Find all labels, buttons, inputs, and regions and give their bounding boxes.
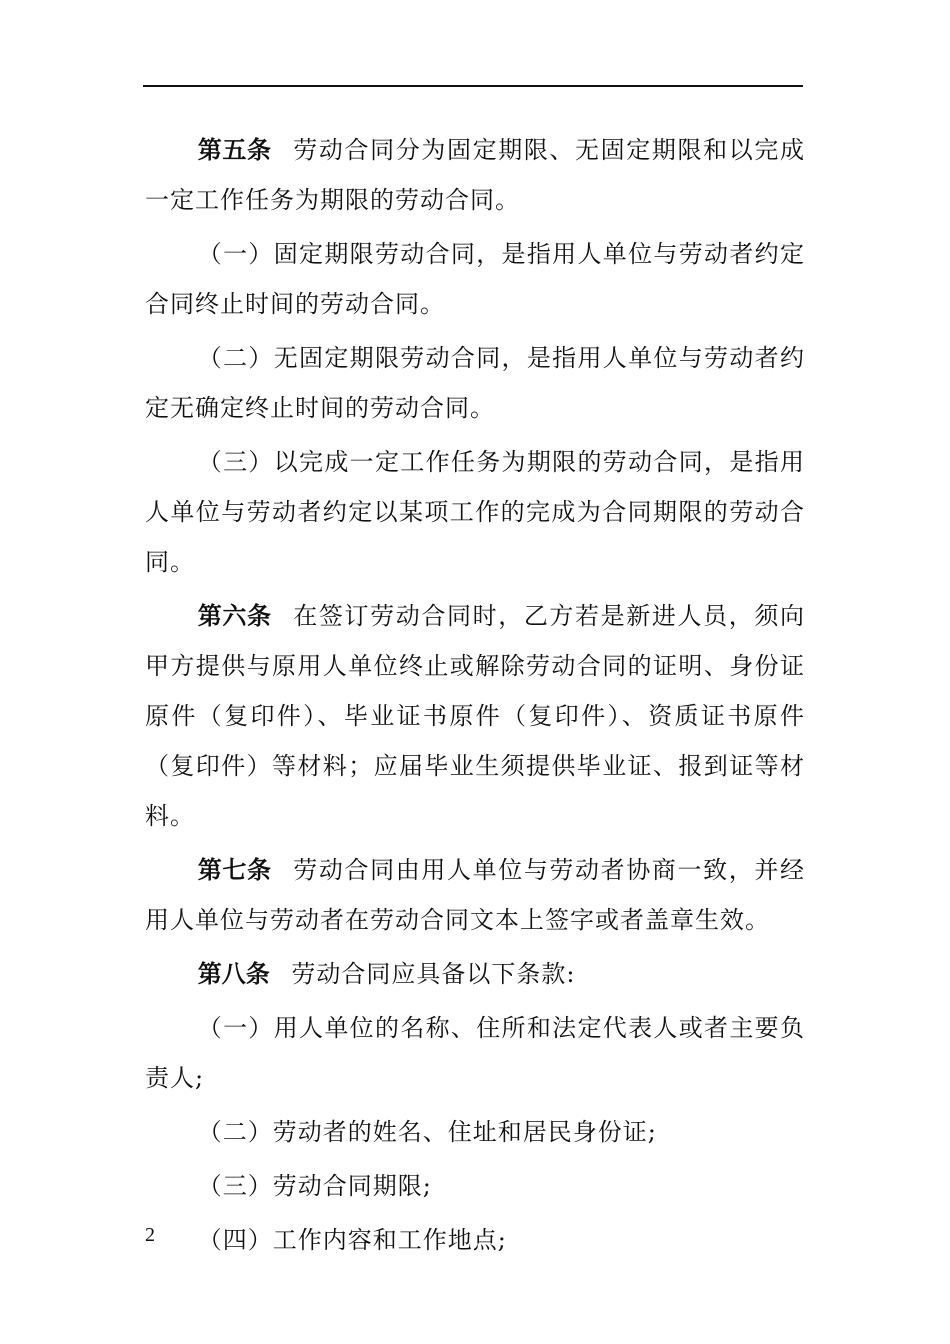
paragraph-text: （二）劳动者的姓名、住址和居民身份证;	[197, 1118, 657, 1146]
paragraph-text: （一）用人单位的名称、住所和法定代表人或者主要负责人;	[145, 1014, 805, 1092]
paragraph-text: 劳动合同应具备以下条款:	[291, 960, 576, 988]
paragraph-text: （三）以完成一定工作任务为期限的劳动合同，是指用人单位与劳动者约定以某项工作的完成为合同期限的劳动合同。	[145, 448, 805, 576]
header-rule	[143, 85, 803, 87]
article-number: 第六条	[197, 601, 272, 630]
paragraph-text: （二）无固定期限劳动合同，是指用人单位与劳动者约定无确定终止时间的劳动合同。	[145, 344, 805, 422]
paragraph-item	[145, 1215, 805, 1265]
paragraph-text: （三）劳动合同期限;	[197, 1172, 432, 1200]
paragraph-article-8	[145, 949, 805, 999]
page-number: 2	[145, 1224, 155, 1246]
article-number: 第五条	[197, 135, 272, 164]
paragraph-item	[145, 1003, 805, 1103]
paragraph-item	[145, 333, 805, 433]
paragraph-text: 劳动合同分为固定期限、无固定期限和以完成一定工作任务为期限的劳动合同。	[145, 136, 806, 214]
paragraph-item	[145, 229, 805, 329]
paragraph-item	[145, 1161, 805, 1211]
paragraph-item	[145, 1107, 805, 1157]
paragraph-article-6	[145, 591, 805, 841]
paragraph-item	[145, 437, 805, 587]
paragraph-article-5	[145, 125, 805, 225]
document-body	[145, 125, 805, 1265]
paragraph-text: （一）固定期限劳动合同，是指用人单位与劳动者约定合同终止时间的劳动合同。	[145, 240, 805, 318]
article-number: 第七条	[197, 855, 272, 884]
paragraph-text: 劳动合同由用人单位与劳动者协商一致，并经用人单位与劳动者在劳动合同文本上签字或者盖章生效。	[145, 856, 806, 934]
paragraph-text: （四）工作内容和工作地点;	[197, 1226, 507, 1254]
article-number: 第八条	[197, 959, 270, 988]
paragraph-article-7	[145, 845, 805, 945]
paragraph-text: 在签订劳动合同时，乙方若是新进人员，须向甲方提供与原用人单位终止或解除劳动合同的证明、身份证原件（复印件）、毕业证书原件（复印件）、资质证书原件（复印件）等材料；应届毕业生须提供毕业证、报到证等材料。	[145, 602, 806, 830]
